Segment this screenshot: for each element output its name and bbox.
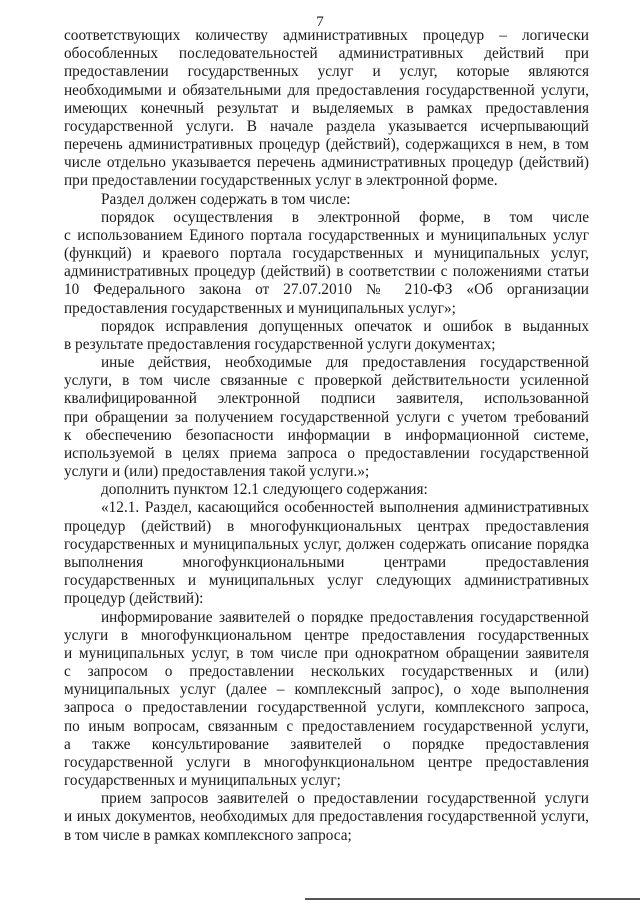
- text-line: услуги в многофункциональном центре предоставления государственных: [64, 626, 589, 644]
- text-line: «12.1. Раздел, касающийся особенностей выполнения административных: [101, 499, 589, 517]
- text-line: порядок осуществления в электронной форме, в том числе: [101, 208, 589, 226]
- text-line: имеющих конечный результат и выделяемых в рамках предоставления: [64, 99, 589, 117]
- text-line: выполнения многофункциональными центрами предоставления: [64, 553, 589, 571]
- text-line: предоставления государственных и муниципальных услуг»;: [64, 299, 456, 317]
- text-line: запроса о предоставлении государственной услуги, комплексного запроса,: [64, 699, 589, 717]
- text-line: с использованием Единого портала государственных и муниципальных услуг: [64, 226, 589, 244]
- text-line: государственной услуги в многофункциональном центре предоставления: [64, 753, 589, 771]
- text-line: прием запросов заявителей о предоставлении государственной услуги: [101, 790, 589, 808]
- text-line: при предоставлении государственных услуг в электронной форме.: [64, 172, 498, 190]
- text-line: с запросом о предоставлении нескольких государственных и (или): [64, 663, 589, 681]
- text-line: предоставлении государственных услуг и услуг, которые являются: [64, 63, 589, 81]
- text-line: дополнить пунктом 12.1 следующего содержания:: [101, 481, 428, 499]
- text-line: в том числе в рамках комплексного запроса;: [64, 826, 352, 844]
- text-line: обособленных последовательностей административных действий при: [64, 45, 589, 63]
- document-body: [64, 27, 589, 845]
- text-line: перечень административных процедур (действий), содержащихся в нем, в том: [64, 136, 589, 154]
- text-line: процедур (действий):: [64, 590, 204, 608]
- bottom-edge-line: [305, 898, 640, 900]
- text-line: услуги и (или) предоставления такой услуги.»;: [64, 463, 370, 481]
- text-line: услуги, в том числе связанные с проверкой действительности усиленной: [64, 372, 589, 390]
- text-line: при обращении за получением государственной услуги с учетом требований: [64, 408, 589, 426]
- text-line: по иным вопросам, связанным с предоставлением государственной услуги,: [64, 717, 589, 735]
- text-line: необходимыми и обязательными для предоставления государственной услуги,: [64, 81, 589, 99]
- text-line: административных процедур (действий) в соответствии с положениями статьи: [64, 263, 589, 281]
- text-line: используемой в целях приема запроса о предоставлении государственной: [64, 444, 589, 462]
- text-line: и иных документов, необходимых для предоставления государственной услуги,: [64, 808, 589, 826]
- text-line: информирование заявителей о порядке предоставления государственной: [101, 608, 589, 626]
- text-line: в результате предоставления государственной услуги документах;: [64, 335, 496, 353]
- text-line: числе отдельно указывается перечень административных процедур (действий): [64, 154, 589, 172]
- text-line: порядок исправления допущенных опечаток и ошибок в выданных: [101, 317, 589, 335]
- text-line: государственных и муниципальных услуг, должен содержать описание порядка: [64, 535, 589, 553]
- text-line: государственных и муниципальных услуг;: [64, 772, 341, 790]
- text-line: муниципальных услуг (далее – комплексный запрос), о ходе выполнения: [64, 681, 589, 699]
- page-number: 7: [316, 14, 324, 30]
- text-line: квалифицированной электронной подписи заявителя, использованной: [64, 390, 589, 408]
- text-line: (функций) и краевого портала государственных и муниципальных услуг,: [64, 245, 589, 263]
- text-line: и муниципальных услуг, в том числе при однократном обращении заявителя: [64, 644, 589, 662]
- text-line: иные действия, необходимые для предоставления государственной: [101, 354, 589, 372]
- text-line: процедур (действий) в многофункциональных центрах предоставления: [64, 517, 589, 535]
- text-line: к обеспечению безопасности информации в информационной системе,: [64, 426, 589, 444]
- text-line: Раздел должен содержать в том числе:: [101, 190, 351, 208]
- text-line: государственной услуги. В начале раздела указывается исчерпывающий: [64, 117, 589, 135]
- text-line: 10 Федерального закона от 27.07.2010 № 210-ФЗ «Об организации: [64, 281, 589, 299]
- text-line: соответствующих количеству административных процедур – логически: [64, 27, 589, 44]
- text-line: государственных и муниципальных услуг следующих административных: [64, 572, 589, 590]
- text-line: а также консультирование заявителей о порядке предоставления: [64, 735, 589, 753]
